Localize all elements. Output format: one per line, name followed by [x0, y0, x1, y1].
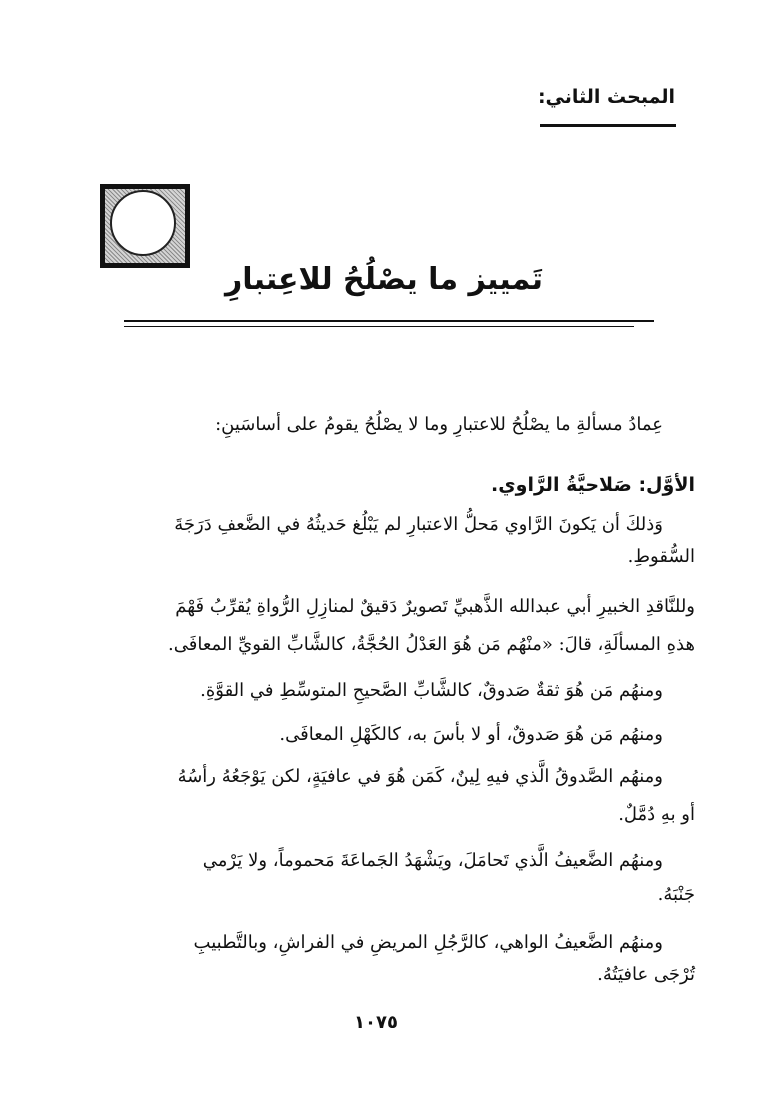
paragraph-5-line-2: أو بهِ دُمَّلٌ.	[618, 804, 695, 825]
paragraph-4: ومنهُم مَن هُوَ صَدوقٌ، أو لا بأسَ به، كالكَهْلِ المعافَى.	[279, 724, 663, 745]
paragraph-2-line-2: هذهِ المسألَةِ، قالَ: «منْهُم مَن هُوَ العَدْلُ الحُجَّةُ، كالشَّابِّ القويِّ المعافَى.	[168, 634, 695, 655]
paragraph-1-line-1: وَذلكَ أن يَكونَ الرَّاوي مَحلُّ الاعتبارِ لم يَبْلُغ حَديثُهُ في الضَّعفِ دَرَجَةَ	[174, 514, 663, 535]
chapter-title: تَمييز ما يصْلُحُ للاعِتبارِ	[225, 262, 543, 297]
paragraph-2-line-1: وللنَّاقدِ الخبيرِ أبي عبدالله الذَّهبيِّ تَصويرٌ دَقيقٌ لمنازِلِ الرُّواةِ يُقرِّبُ فَهْمَ	[175, 596, 695, 617]
paragraph-7-line-1: ومنهُم الضَّعيفُ الواهي، كالرَّجُلِ المريضِ في الفراشِ، وبالتَّطبيبِ	[193, 932, 663, 953]
section-underline	[540, 124, 676, 127]
section-label: المبحث الثاني:	[537, 86, 675, 108]
page-number: ١٠٧٥	[354, 1012, 398, 1033]
intro-line: عِمادُ مسألةِ ما يصْلُحُ للاعتبارِ وما لا يصْلُحُ يقومُ على أساسَينِ:	[215, 414, 663, 435]
paragraph-6-line-2: جَنْبَهُ.	[657, 884, 695, 905]
title-rule-top	[124, 320, 654, 322]
paragraph-1-line-2: السُّقوطِ.	[627, 546, 695, 567]
paragraph-7-line-2: تُرْجَى عافيَتُهُ.	[597, 964, 695, 985]
decorative-ornament	[100, 184, 190, 268]
paragraph-3: ومنهُم مَن هُوَ ثقةٌ صَدوقٌ، كالشَّابِّ الصَّحيحِ المتوسِّطِ في القوَّةِ.	[200, 680, 663, 701]
paragraph-6-line-1: ومنهُم الضَّعيفُ الَّذي تَحامَلَ، ويَشْهَدُ الجَماعَةَ مَحموماً، ولا يَرْمي	[202, 850, 663, 871]
heading-first: الأوَّل: صَلاحيَّةُ الرَّاوي.	[491, 474, 695, 496]
ornament-circle	[110, 190, 176, 256]
paragraph-5-line-1: ومنهُم الصَّدوقُ الَّذي فيهِ لِينٌ، كَمَن هُوَ في عافيَةٍ، لكن يَوْجَعُهُ رأسُهُ	[177, 766, 663, 787]
title-rule-bottom	[124, 326, 634, 327]
